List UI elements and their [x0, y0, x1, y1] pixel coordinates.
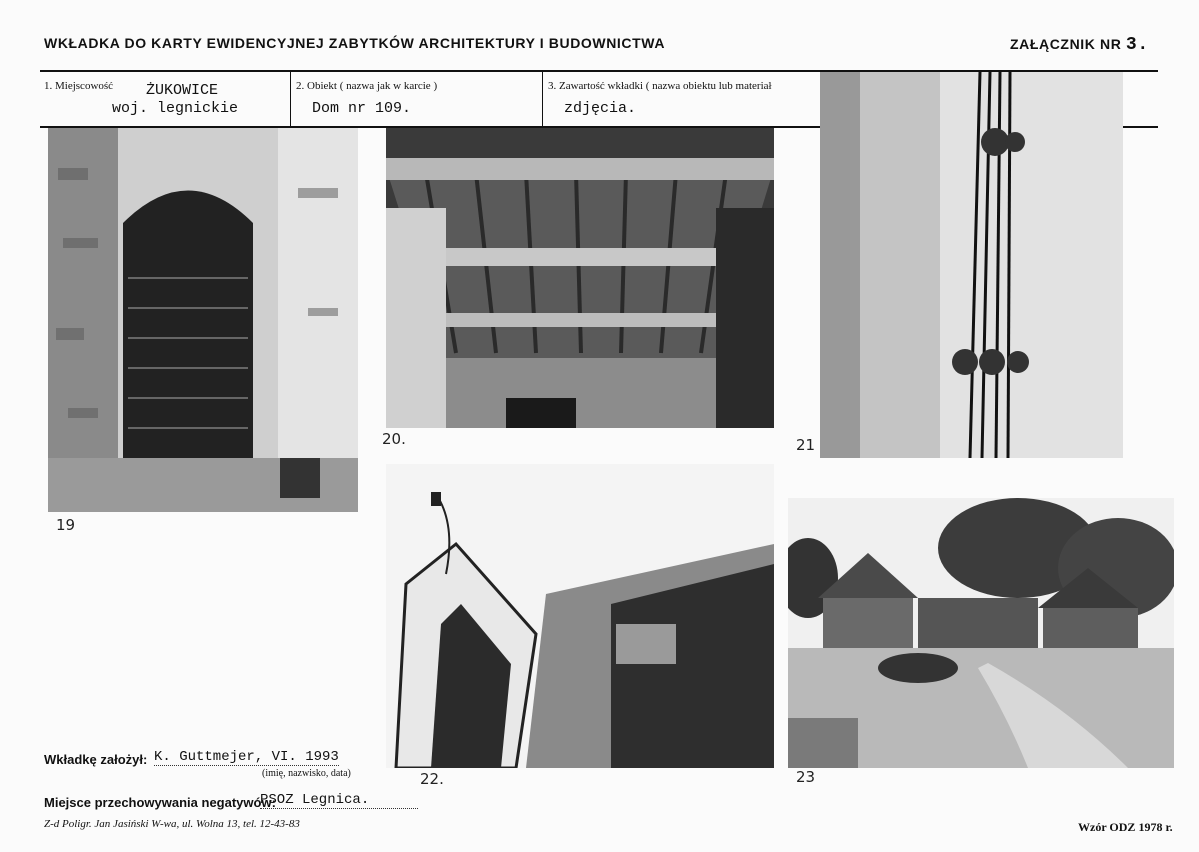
photo-19-number: 19	[56, 516, 76, 534]
photo-23-number: 23	[796, 768, 816, 786]
negatives-label: Miejsce przechowywania negatywów:	[44, 795, 276, 810]
photo-22-doorway	[386, 464, 774, 768]
voivodeship-value: woj. legnickie	[112, 100, 239, 117]
form-title: WKŁADKA DO KARTY EWIDENCYJNEJ ZABYTKÓW ARCHITEKTURY I BUDOWNICTWA	[44, 35, 666, 51]
contents-label: 3. Zawartość wkładki ( nazwa obiektu lub materiał	[548, 80, 772, 92]
template-code: Wzór ODZ 1978 r.	[1078, 820, 1173, 834]
field-row-bottom-rule-right	[1122, 126, 1158, 128]
photo-20-ceiling	[386, 128, 774, 428]
founded-by-label: Wkładkę założył:	[44, 752, 148, 767]
annex-label-text: ZAŁĄCZNIK NR	[1010, 36, 1122, 52]
field-divider-2	[542, 71, 543, 127]
founded-by-hint: (imię, nazwisko, data)	[262, 768, 351, 779]
photo-20-number: 20.	[382, 430, 406, 448]
founded-by-value: K. Guttmejer, VI. 1993	[154, 749, 339, 765]
field-divider-1	[290, 71, 291, 127]
object-value: Dom nr 109.	[312, 100, 412, 117]
annex-label	[1010, 35, 1149, 55]
contents-value: zdjęcia.	[564, 100, 637, 117]
locality-value: ŻUKOWICE	[146, 82, 219, 99]
photo-19-cellar-doorway	[48, 128, 358, 512]
photo-21-number: 21	[796, 436, 816, 454]
locality-label: 1. Miejscowość	[44, 80, 114, 92]
negatives-value: PSOZ Legnica.	[260, 792, 418, 809]
photo-23-farmyard	[788, 498, 1174, 768]
photo-21-wall-wiring	[820, 72, 1123, 458]
object-label: 2. Obiekt ( nazwa jak w karcie )	[296, 80, 438, 92]
printer-imprint: Z-d Poligr. Jan Jasiński W-wa, ul. Wolna 13, tel. 12-43-83	[44, 818, 300, 830]
photo-22-number: 22.	[420, 770, 444, 788]
annex-number: 3.	[1125, 35, 1149, 55]
